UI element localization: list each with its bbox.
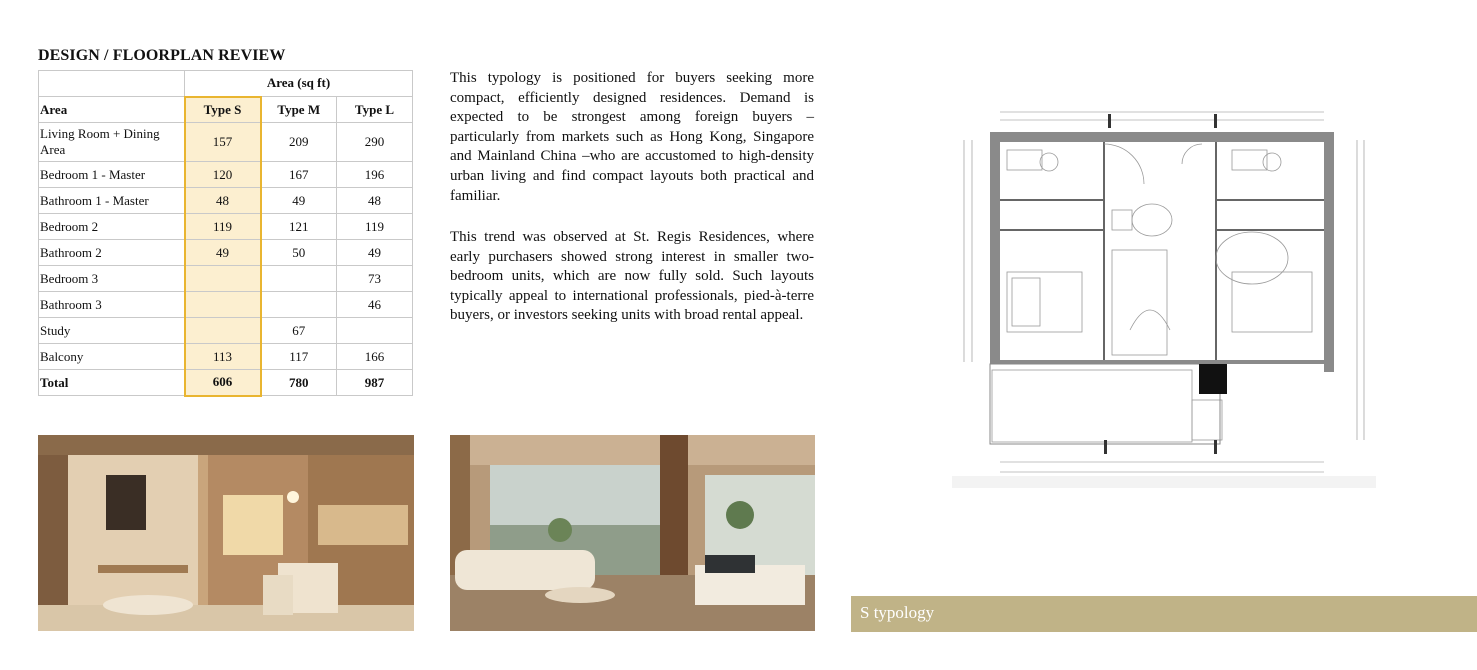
cell-type-s: 119 (185, 214, 261, 240)
table-row (39, 266, 413, 292)
caption-label: S typology (860, 603, 935, 622)
column-header-area: Area (39, 97, 185, 123)
description-paragraph-1: This typology is positioned for buyers seeking more compact, efficiently designed residences. Demand is expected to be strongest among foreign buyers – particularly from markets such as Hong Kong, Singapore and Mainland China –who are accustomed to high-density urban living and find compact layouts both practical and familiar. (450, 70, 814, 204)
cell-type-s (185, 318, 261, 344)
total-label: Total (39, 370, 185, 396)
row-label: Study (39, 318, 185, 344)
cell-type-l: 49 (337, 240, 413, 266)
total-type-m: 780 (261, 370, 337, 396)
table-total-row (39, 370, 413, 396)
row-label: Bathroom 3 (39, 292, 185, 318)
cell-type-m: 67 (261, 318, 337, 344)
cell-type-l: 73 (337, 266, 413, 292)
row-label: Bathroom 1 - Master (39, 188, 185, 214)
page-title: DESIGN / FLOORPLAN REVIEW (38, 47, 286, 64)
cell-type-m: 167 (261, 162, 337, 188)
floorplan-drawing (952, 100, 1376, 488)
cell-type-s (185, 292, 261, 318)
area-table (38, 70, 413, 397)
row-label: Bedroom 3 (39, 266, 185, 292)
cell-type-m (261, 266, 337, 292)
cell-type-l: 48 (337, 188, 413, 214)
column-header-type-l: Type L (337, 97, 413, 123)
cell-type-s: 48 (185, 188, 261, 214)
table-group-header-row (39, 71, 413, 97)
table-row (39, 123, 413, 162)
cell-type-m: 50 (261, 240, 337, 266)
group-header: Area (sq ft) (185, 71, 413, 97)
column-header-type-m: Type M (261, 97, 337, 123)
cell-type-s: 49 (185, 240, 261, 266)
column-header-type-s: Type S (185, 97, 261, 123)
cell-type-l: 119 (337, 214, 413, 240)
row-label: Bedroom 2 (39, 214, 185, 240)
description-paragraph-2: This trend was observed at St. Regis Residences, where early purchasers showed strong interest in smaller two-bedroom units, which are now fully sold. Such layouts typically appeal to international professionals, pied-à-terre buyers, or investors seeking units with broad rental appeal. (450, 229, 814, 324)
total-type-s: 606 (185, 370, 261, 396)
row-label: Balcony (39, 344, 185, 370)
table-row (39, 344, 413, 370)
cell-type-l: 46 (337, 292, 413, 318)
table-row (39, 214, 413, 240)
table-row (39, 292, 413, 318)
row-label: Bathroom 2 (39, 240, 185, 266)
cell-type-s: 157 (185, 123, 261, 162)
cell-type-m: 49 (261, 188, 337, 214)
cell-type-m (261, 292, 337, 318)
cell-type-l: 166 (337, 344, 413, 370)
table-row (39, 162, 413, 188)
cell-type-m: 209 (261, 123, 337, 162)
row-label: Living Room + Dining Area (39, 123, 185, 162)
interior-photo-living-dining (38, 435, 414, 631)
cell-type-l: 196 (337, 162, 413, 188)
interior-photo-living-bedroom (450, 435, 815, 631)
cell-type-s: 113 (185, 344, 261, 370)
row-label: Bedroom 1 - Master (39, 162, 185, 188)
table-row (39, 318, 413, 344)
cell-type-s: 120 (185, 162, 261, 188)
cell-type-m: 121 (261, 214, 337, 240)
cell-type-s (185, 266, 261, 292)
table-row (39, 240, 413, 266)
caption-bar (851, 596, 1477, 632)
cell-type-m: 117 (261, 344, 337, 370)
cell-type-l: 290 (337, 123, 413, 162)
table-header-row (39, 97, 413, 123)
total-type-l: 987 (337, 370, 413, 396)
cell-type-l (337, 318, 413, 344)
table-row (39, 188, 413, 214)
